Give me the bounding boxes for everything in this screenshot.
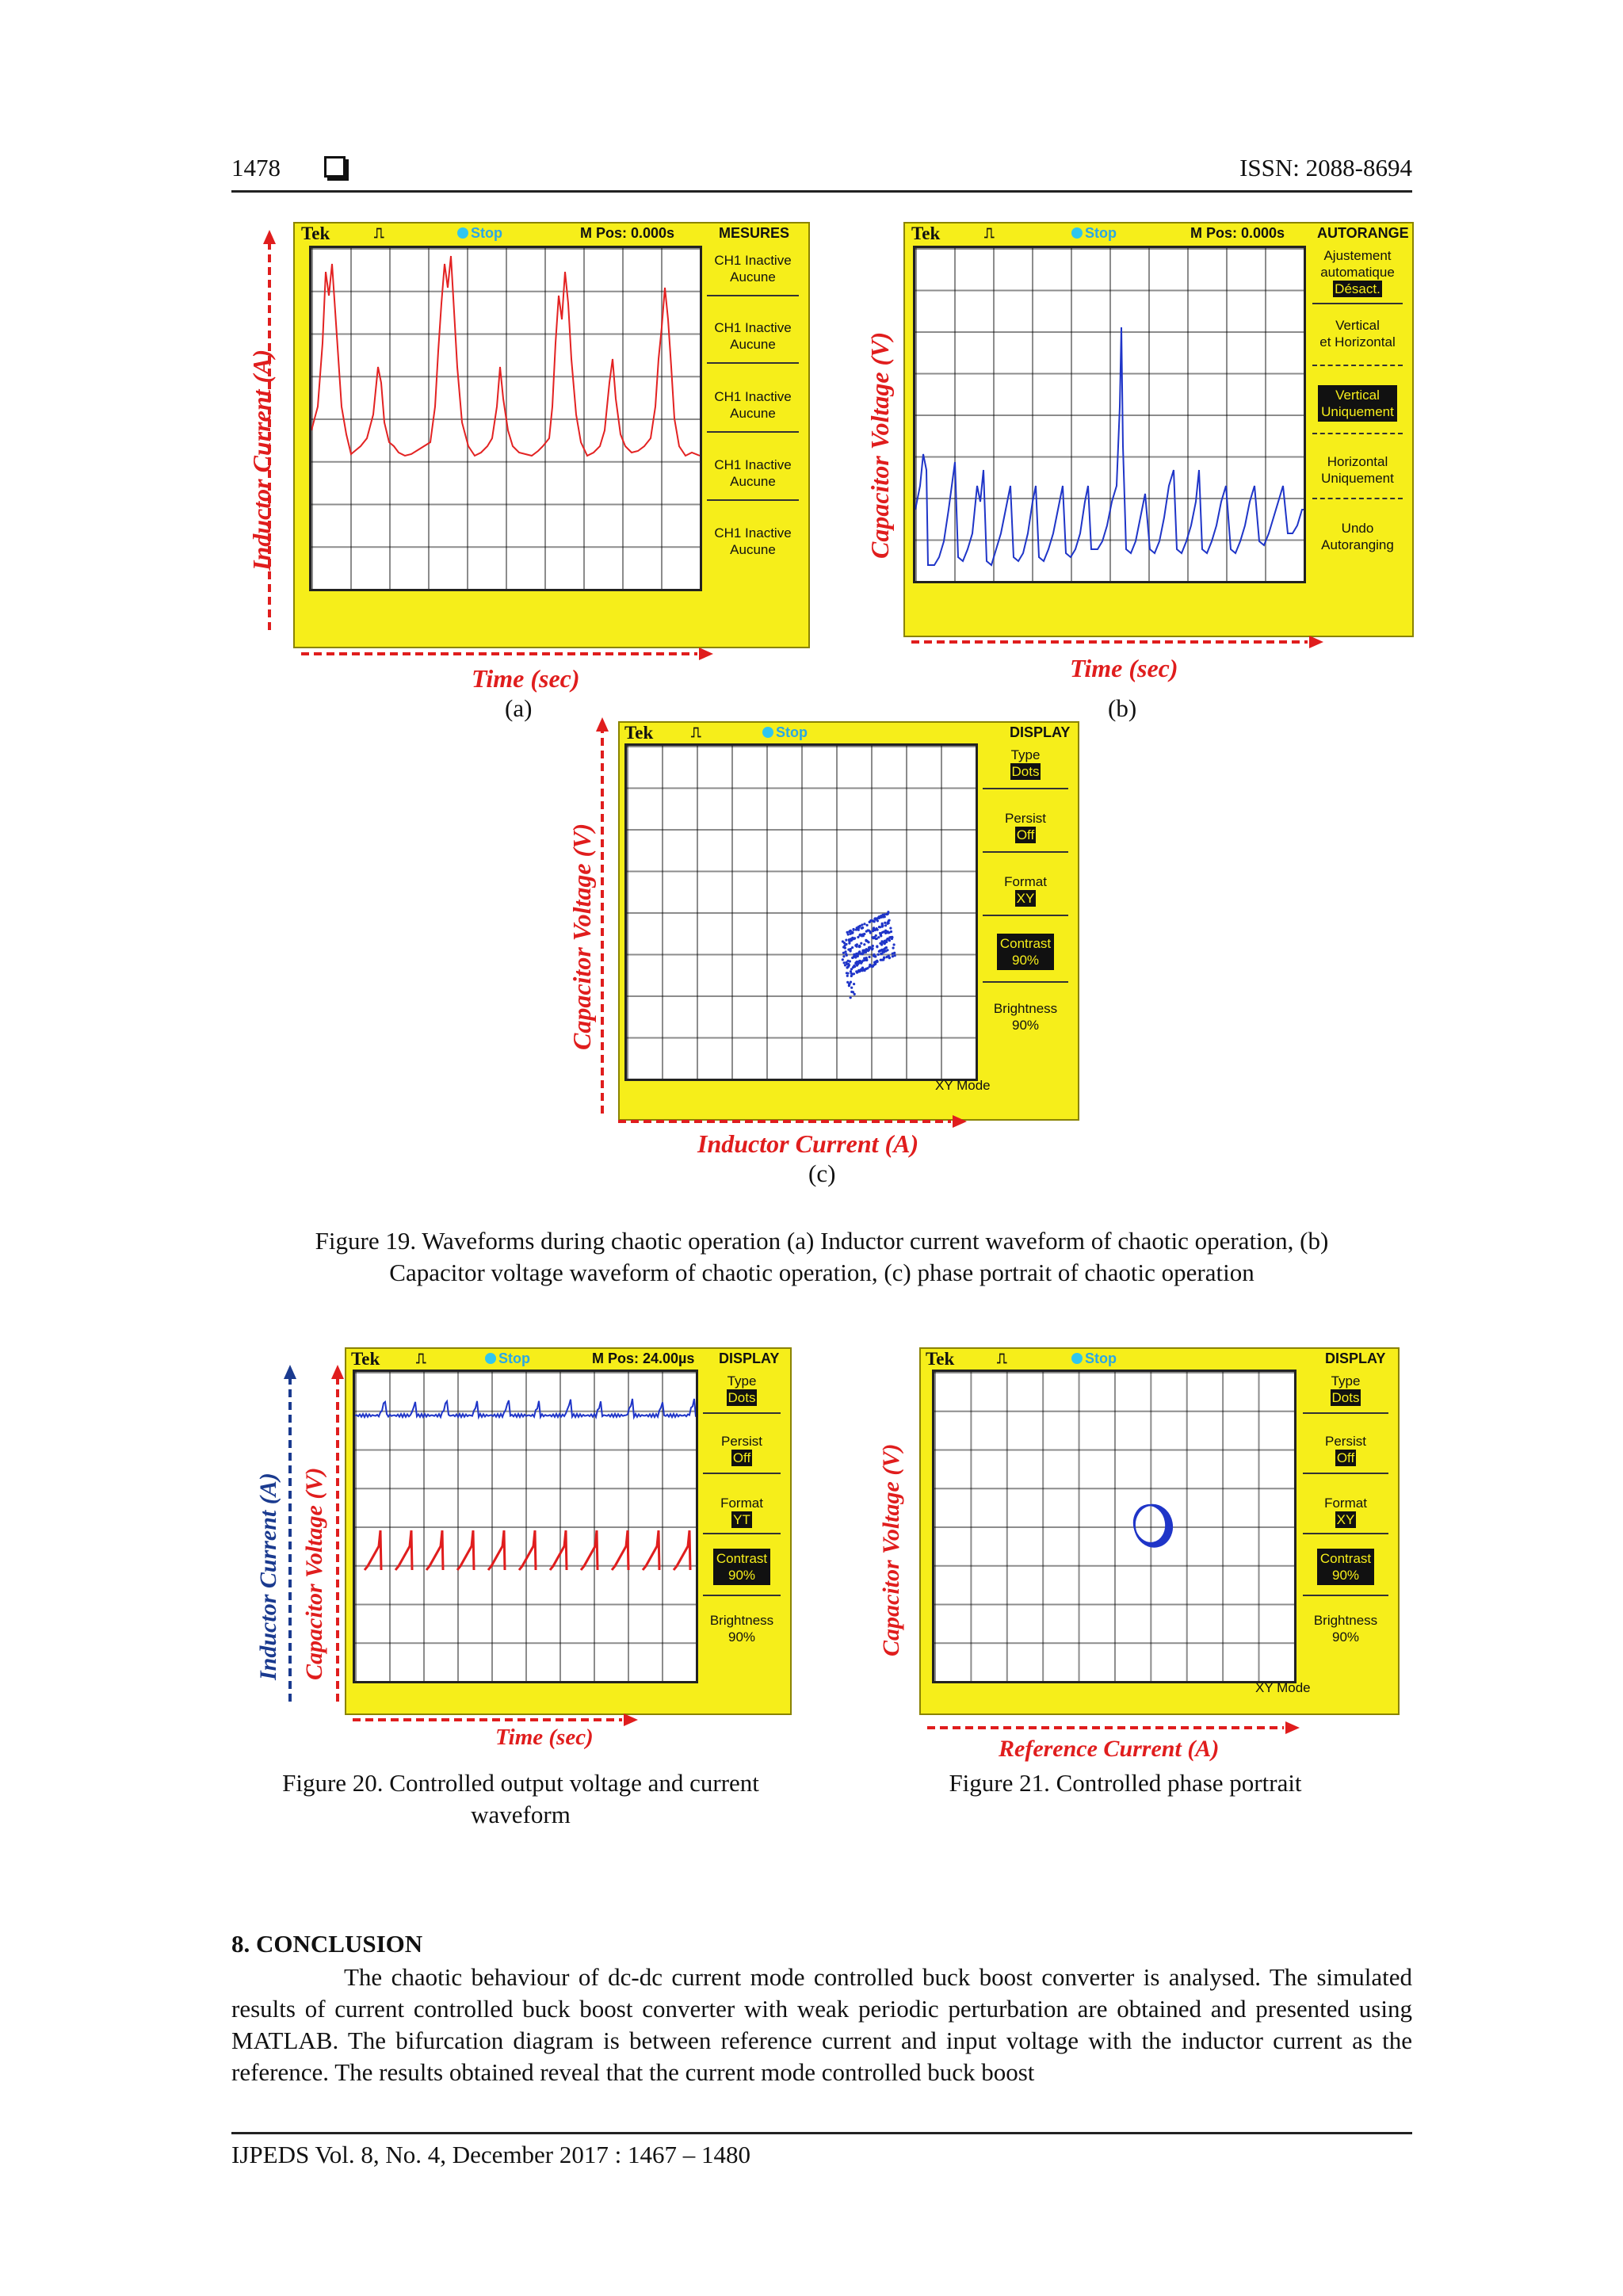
scope-grid	[932, 1370, 1296, 1683]
phase-dot	[869, 956, 871, 958]
phase-dot	[881, 926, 884, 928]
stop-indicator: Stop	[457, 225, 502, 242]
subfigure-label: (b)	[1108, 694, 1137, 722]
phase-dot	[878, 917, 880, 919]
phase-dot	[872, 930, 874, 932]
stop-indicator: Stop	[485, 1350, 530, 1367]
phase-dot	[880, 949, 882, 952]
menu-item[interactable]: CH1 Inactive Aucune	[714, 457, 792, 489]
phase-dot	[848, 984, 850, 987]
voltage-ramp	[457, 1530, 474, 1570]
phase-dot	[855, 929, 857, 931]
menu-item[interactable]: Horizontal Uniquement	[1321, 454, 1394, 486]
menu-item[interactable]: Vertical et Horizontal	[1319, 318, 1396, 350]
menu-persist[interactable]: Persist Off	[721, 1434, 762, 1465]
menu-type[interactable]: Type Dots	[1010, 747, 1041, 779]
phase-dot	[863, 923, 865, 925]
phase-dot	[846, 961, 848, 964]
menu-title: AUTORANGE	[1317, 225, 1409, 241]
phase-dot	[888, 957, 891, 959]
voltage-ramp	[674, 1530, 690, 1570]
phase-dot	[844, 950, 846, 953]
scope-topbar	[620, 723, 1078, 743]
phase-dot	[842, 955, 845, 957]
voltage-ramp	[488, 1530, 505, 1570]
phase-dot	[866, 940, 869, 942]
scope-menu	[701, 246, 805, 586]
menu-type[interactable]: Type Dots	[727, 1373, 757, 1405]
running-head	[231, 152, 1412, 193]
phase-dot	[842, 958, 844, 961]
stop-indicator: Stop	[1071, 1350, 1117, 1367]
scope-grid	[309, 246, 702, 591]
phase-dot	[844, 964, 846, 966]
trigger-icon: ⎍	[374, 225, 384, 241]
phase-dot	[850, 991, 853, 993]
page-number: 1478	[231, 154, 281, 181]
y-axis-label: Inductor Current (A)	[247, 349, 276, 571]
phase-dot	[892, 955, 894, 957]
phase-dot	[848, 938, 850, 941]
menu-persist[interactable]: Persist Off	[1005, 811, 1046, 842]
scope-menu	[1296, 1370, 1395, 1679]
phase-dot	[849, 949, 851, 952]
stop-dot-icon	[762, 727, 773, 738]
scope-grid	[353, 1370, 698, 1683]
phase-dot	[869, 931, 872, 934]
menu-item[interactable]: Vertical Uniquement	[1306, 385, 1409, 422]
phase-dot	[885, 940, 888, 942]
phase-dot	[865, 930, 868, 933]
mpos-readout: M Pos: 0.000s	[580, 225, 675, 241]
page-footer: IJPEDS Vol. 8, No. 4, December 2017 : 1467 – 1480	[231, 2132, 1412, 2169]
stop-dot-icon	[485, 1353, 496, 1364]
phase-dot	[843, 942, 846, 944]
phase-dot	[876, 929, 879, 931]
figure-19a	[238, 222, 824, 722]
menu-contrast[interactable]: Contrast 90%	[1296, 1549, 1395, 1585]
scope-menu	[976, 743, 1075, 1076]
trigger-icon: ⎍	[997, 1350, 1007, 1366]
phase-dot	[884, 931, 887, 934]
figure-19b	[856, 222, 1426, 722]
phase-dot	[854, 945, 857, 947]
phase-dot	[850, 996, 852, 999]
phase-dot	[853, 965, 855, 967]
phase-dot	[891, 936, 893, 938]
phase-dot	[889, 927, 892, 930]
phase-dot	[866, 924, 869, 926]
phase-dot	[860, 953, 862, 955]
phase-dot	[853, 983, 855, 985]
phase-dot	[851, 931, 854, 934]
voltage-ramp	[365, 1530, 381, 1570]
tek-logo: Tek	[301, 223, 330, 243]
menu-item[interactable]: Ajustement automatique Désact.	[1320, 248, 1395, 296]
oscilloscope-screen	[903, 222, 1414, 637]
phase-dot	[874, 917, 876, 919]
menu-item[interactable]: CH1 Inactive Aucune	[714, 389, 792, 421]
figure-21-caption: Figure 21. Controlled phase portrait	[949, 1769, 1302, 1797]
y-axis-label-inner: Capacitor Voltage (V)	[301, 1467, 327, 1680]
phase-dot	[869, 964, 871, 966]
phase-dot	[860, 942, 862, 945]
voltage-ramp	[581, 1530, 598, 1570]
phase-dot	[874, 961, 876, 964]
phase-dot	[861, 926, 864, 929]
voltage-ramp	[550, 1530, 567, 1570]
scope-topbar	[921, 1349, 1398, 1370]
menu-brightness[interactable]: Brightness 90%	[1313, 1613, 1378, 1645]
scope-topbar	[905, 223, 1412, 244]
phase-dot	[845, 939, 847, 942]
phase-dot	[865, 968, 868, 970]
phase-dot	[873, 937, 875, 939]
phase-dot	[877, 953, 880, 956]
phase-dot	[869, 921, 871, 923]
tek-logo: Tek	[911, 223, 941, 243]
menu-format[interactable]: Format XY	[1324, 1496, 1367, 1527]
phase-dot	[894, 954, 896, 957]
phase-dot	[880, 934, 882, 937]
xy-mode-label: XY Mode	[1255, 1680, 1311, 1695]
tek-logo: Tek	[351, 1349, 380, 1369]
figure-20-caption: Figure 20. Controlled output voltage and current waveform	[282, 1769, 759, 1828]
stop-dot-icon	[1071, 227, 1083, 239]
scope-topbar	[295, 223, 808, 244]
y-axis-arrow	[594, 717, 610, 1117]
conclusion-paragraph: The chaotic behaviour of dc-dc current mode controlled buck boost converter is analysed. The simulated results of current controlled buck boost converter with weak periodic perturbation are obtained and presented using MATLAB. The bifurcation diagram is between reference current and input voltage with the inductor current as the reference. The results obtained reveal that the current mode controlled buck boost	[231, 1963, 1412, 2086]
phase-dot	[853, 928, 855, 930]
menu-persist[interactable]: Persist Off	[1325, 1434, 1366, 1465]
phase-dot	[884, 947, 887, 949]
y-axis-label: Capacitor Voltage (V)	[567, 823, 596, 1050]
x-axis-arrow	[301, 646, 713, 662]
trigger-icon: ⎍	[691, 724, 701, 740]
phase-dot	[862, 952, 865, 954]
y-axis-arrow-outer	[282, 1365, 298, 1706]
phase-dot	[851, 946, 854, 949]
phase-dot	[850, 981, 852, 984]
phase-dot	[849, 930, 851, 932]
oscilloscope-screen	[919, 1347, 1400, 1715]
figure-20	[238, 1347, 808, 1759]
x-axis-label: Time (sec)	[1070, 654, 1178, 682]
phase-dot	[871, 948, 873, 950]
menu-item[interactable]: Undo Autoranging	[1321, 521, 1394, 552]
phase-dot	[884, 924, 887, 926]
phase-dot	[853, 953, 855, 956]
subfigure-label: (a)	[505, 694, 533, 722]
phase-dot	[853, 938, 855, 940]
menu-brightness[interactable]: Brightness 90%	[993, 1001, 1058, 1033]
box-icon	[324, 156, 346, 178]
subfigure-label: (c)	[808, 1159, 836, 1187]
phase-dot	[863, 933, 865, 935]
phase-dot	[844, 944, 846, 946]
voltage-ramp	[643, 1530, 659, 1570]
menu-title: DISPLAY	[1325, 1350, 1386, 1366]
phase-dot	[846, 972, 848, 974]
trigger-icon: ⎍	[984, 225, 995, 241]
stop-dot-icon	[1071, 1353, 1083, 1364]
phase-dot	[868, 930, 870, 932]
phase-dot	[879, 942, 881, 945]
scope-topbar	[346, 1349, 790, 1370]
phase-dot	[850, 987, 853, 989]
x-axis-arrow	[618, 1114, 967, 1129]
phase-dot	[876, 919, 879, 922]
x-axis-label: Time (sec)	[472, 664, 580, 693]
phase-dot	[865, 951, 867, 953]
voltage-ramp	[612, 1530, 628, 1570]
phase-dot	[858, 946, 861, 948]
phase-dot	[883, 957, 885, 959]
phase-dot	[884, 915, 886, 918]
phase-dot	[856, 965, 858, 967]
menu-item[interactable]: CH1 Inactive Aucune	[714, 253, 792, 285]
phase-dot	[876, 946, 878, 948]
voltage-ramp	[395, 1530, 412, 1570]
stop-indicator: Stop	[1071, 225, 1117, 242]
phase-dot	[893, 943, 896, 946]
y-axis-arrow-inner	[330, 1365, 346, 1706]
phase-dot	[873, 926, 875, 929]
x-axis-label: Time (sec)	[495, 1725, 594, 1750]
menu-title: DISPLAY	[1010, 724, 1071, 740]
menu-contrast[interactable]: Contrast 90%	[697, 1549, 787, 1585]
menu-type[interactable]: Type Dots	[1331, 1373, 1361, 1405]
voltage-ramp	[426, 1530, 443, 1570]
phase-dot	[873, 955, 876, 957]
oscilloscope-screen	[345, 1347, 792, 1715]
menu-format[interactable]: Format XY	[1004, 874, 1047, 906]
phase-dot	[872, 965, 874, 968]
phase-portrait-dots	[627, 746, 976, 1079]
x-axis-label: Inductor Current (A)	[697, 1129, 919, 1158]
trigger-icon: ⎍	[416, 1350, 426, 1366]
phase-dot	[846, 931, 849, 934]
phase-dot	[846, 975, 849, 977]
scope-grid	[913, 246, 1306, 583]
phase-dot	[860, 961, 862, 964]
phase-dot	[888, 919, 890, 922]
phase-dot	[857, 936, 859, 938]
x-axis-arrow	[911, 634, 1323, 650]
stop-indicator: Stop	[762, 724, 808, 741]
phase-dot	[859, 934, 861, 936]
oscilloscope-screen	[618, 721, 1079, 1121]
figure-19-caption: Figure 19. Waveforms during chaotic operation (a) Inductor current waveform of chaotic operation, (b) Capacitor voltage waveform of chaotic operation, (c) phase portrait of chaotic operation	[315, 1227, 1329, 1286]
phase-dot	[883, 951, 885, 953]
phase-dot	[849, 960, 851, 962]
stop-dot-icon	[457, 227, 468, 239]
menu-brightness[interactable]: Brightness 90%	[709, 1613, 774, 1645]
menu-title: DISPLAY	[719, 1350, 780, 1366]
xy-mode-label: XY Mode	[935, 1078, 991, 1093]
phase-dot	[855, 961, 857, 963]
menu-contrast[interactable]: Contrast 90%	[976, 934, 1075, 970]
phase-dot	[846, 981, 849, 984]
scope-grid	[624, 743, 978, 1081]
phase-dot	[890, 930, 892, 933]
menu-item[interactable]: CH1 Inactive Aucune	[714, 320, 792, 352]
inductor-current-trace	[311, 248, 700, 589]
y-axis-label: Capacitor Voltage (V)	[865, 331, 894, 559]
phase-dot	[850, 972, 853, 975]
y-axis-label: Capacitor Voltage (V)	[878, 1443, 904, 1656]
phase-dot	[887, 913, 889, 915]
phase-dot	[865, 958, 867, 961]
tek-logo: Tek	[624, 723, 654, 743]
y-axis-label-outer: Inductor Current (A)	[255, 1473, 281, 1680]
figure-21	[856, 1347, 1426, 1767]
phase-dot	[892, 953, 894, 955]
phase-dot	[867, 949, 869, 952]
menu-format[interactable]: Format YT	[720, 1496, 763, 1527]
controlled-waveforms	[355, 1372, 696, 1681]
issn: ISSN: 2088-8694	[1239, 154, 1412, 181]
scope-menu	[1306, 246, 1409, 579]
oscilloscope-screen	[293, 222, 810, 648]
phase-dot	[886, 923, 888, 925]
phase-dot	[884, 922, 886, 924]
controlled-phase-portrait	[934, 1372, 1294, 1681]
menu-title: MESURES	[719, 225, 790, 241]
phase-dot	[859, 969, 861, 972]
voltage-ramp	[519, 1530, 536, 1570]
capacitor-voltage-trace	[915, 248, 1304, 581]
phase-dot	[872, 945, 874, 947]
figure-19c	[555, 717, 1109, 1205]
phase-dot	[843, 961, 846, 964]
tek-logo: Tek	[926, 1349, 955, 1369]
phase-dot	[877, 936, 880, 938]
phase-dot	[848, 942, 850, 945]
phase-dot	[846, 954, 848, 957]
phase-dot	[858, 926, 861, 929]
phase-dot	[861, 923, 863, 926]
phase-dot	[863, 949, 865, 952]
mpos-readout: M Pos: 0.000s	[1190, 225, 1285, 241]
phase-dot	[863, 943, 865, 946]
phase-dot	[872, 919, 874, 922]
phase-dot	[892, 947, 895, 949]
phase-dot	[882, 914, 884, 916]
x-axis-label: Reference Current (A)	[999, 1736, 1220, 1762]
mpos-readout: M Pos: 24.00µs	[592, 1350, 695, 1366]
scope-menu	[697, 1370, 787, 1679]
phase-dot	[869, 946, 871, 949]
x-axis-arrow	[927, 1720, 1300, 1736]
menu-item[interactable]: CH1 Inactive Aucune	[714, 525, 792, 557]
section-heading: 8. CONCLUSION	[231, 1930, 423, 1958]
phase-dot	[847, 965, 850, 968]
phase-dot	[878, 926, 880, 928]
